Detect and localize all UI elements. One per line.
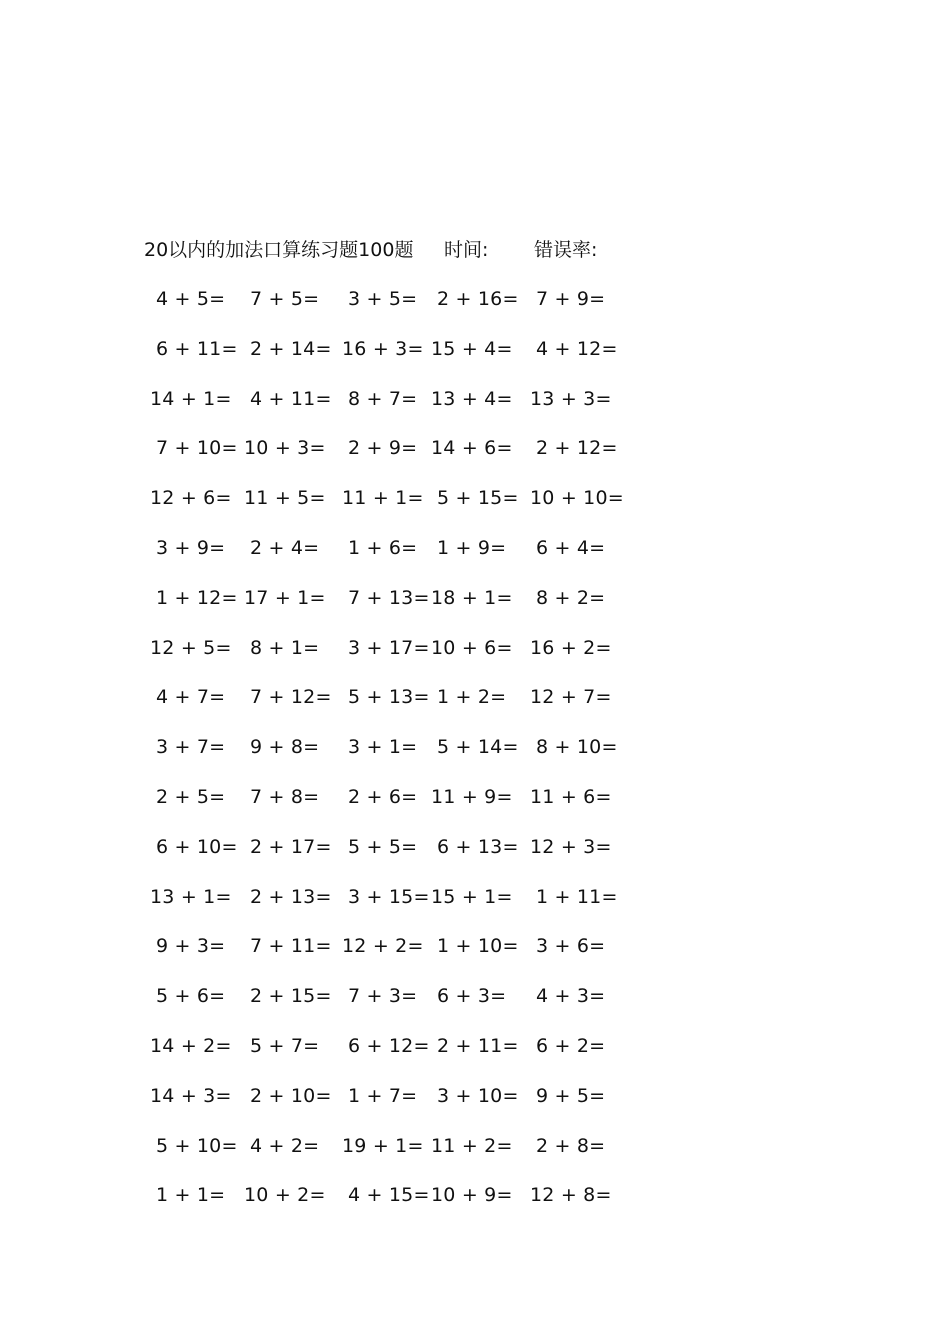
problem-cell: 4 + 7= xyxy=(156,686,226,709)
problem-cell: 12 + 2= xyxy=(342,935,424,958)
problem-cell: 8 + 2= xyxy=(536,586,606,609)
problem-cell: 16 + 3= xyxy=(342,337,424,360)
problem-cell: 1 + 7= xyxy=(348,1084,418,1107)
problem-row xyxy=(0,981,950,1031)
problem-cell: 12 + 8= xyxy=(530,1184,612,1207)
problem-cell: 14 + 2= xyxy=(150,1034,232,1057)
problem-cell: 5 + 6= xyxy=(156,985,226,1008)
problem-cell: 3 + 6= xyxy=(536,935,606,958)
problem-row xyxy=(0,931,950,981)
problem-cell: 9 + 8= xyxy=(250,736,320,759)
problem-row xyxy=(0,1131,950,1181)
problem-row xyxy=(0,284,950,334)
problem-cell: 2 + 9= xyxy=(348,437,418,460)
problem-cell: 10 + 6= xyxy=(431,636,513,659)
problem-cell: 10 + 10= xyxy=(530,487,624,510)
problem-cell: 2 + 16= xyxy=(437,288,519,310)
problem-row xyxy=(0,832,950,882)
problem-cell: 13 + 3= xyxy=(530,387,612,410)
problem-cell: 10 + 2= xyxy=(244,1184,326,1207)
problem-cell: 3 + 7= xyxy=(156,736,226,759)
problem-cell: 12 + 5= xyxy=(150,636,232,659)
problem-cell: 2 + 15= xyxy=(250,985,332,1008)
problem-cell: 6 + 13= xyxy=(437,835,519,858)
problem-cell: 14 + 1= xyxy=(150,387,232,410)
problem-cell: 2 + 11= xyxy=(437,1034,519,1057)
problem-cell: 1 + 6= xyxy=(348,536,418,559)
problem-cell: 11 + 2= xyxy=(431,1134,513,1157)
problem-row xyxy=(0,334,950,384)
problem-cell: 16 + 2= xyxy=(530,636,612,659)
problem-cell: 7 + 5= xyxy=(250,288,320,310)
problem-row xyxy=(0,483,950,533)
problem-cell: 7 + 8= xyxy=(250,785,320,808)
problem-cell: 3 + 9= xyxy=(156,536,226,559)
problem-cell: 2 + 10= xyxy=(250,1084,332,1107)
problem-cell: 1 + 10= xyxy=(437,935,519,958)
problem-cell: 3 + 1= xyxy=(348,736,418,759)
problem-cell: 11 + 6= xyxy=(530,785,612,808)
problem-cell: 8 + 7= xyxy=(348,387,418,410)
problem-cell: 12 + 3= xyxy=(530,835,612,858)
problem-cell: 17 + 1= xyxy=(244,586,326,609)
problem-cell: 5 + 10= xyxy=(156,1134,238,1157)
problem-cell: 10 + 9= xyxy=(431,1184,513,1207)
problem-cell: 13 + 1= xyxy=(150,885,232,908)
problem-cell: 11 + 9= xyxy=(431,785,513,808)
problem-cell: 12 + 6= xyxy=(150,487,232,510)
problem-cell: 9 + 5= xyxy=(536,1084,606,1107)
worksheet-title: 20以内的加法口算练习题100题 xyxy=(144,239,414,261)
problem-row xyxy=(0,583,950,633)
problem-cell: 2 + 6= xyxy=(348,785,418,808)
problem-cell: 7 + 3= xyxy=(348,985,418,1008)
problem-cell: 7 + 13= xyxy=(348,586,430,609)
problem-cell: 6 + 10= xyxy=(156,835,238,858)
problem-cell: 2 + 13= xyxy=(250,885,332,908)
problem-row xyxy=(0,1031,950,1081)
problem-cell: 14 + 6= xyxy=(431,437,513,460)
problem-cell: 3 + 15= xyxy=(348,885,430,908)
problem-row xyxy=(0,882,950,932)
problem-cell: 4 + 12= xyxy=(536,337,618,360)
problem-row xyxy=(0,384,950,434)
problem-cell: 1 + 1= xyxy=(156,1184,226,1207)
problem-cell: 6 + 2= xyxy=(536,1034,606,1057)
problem-cell: 1 + 2= xyxy=(437,686,507,709)
problem-cell: 5 + 7= xyxy=(250,1034,320,1057)
problem-cell: 19 + 1= xyxy=(342,1134,424,1157)
problem-cell: 15 + 4= xyxy=(431,337,513,360)
problem-cell: 10 + 3= xyxy=(244,437,326,460)
time-label: 时间: xyxy=(444,239,489,261)
problem-cell: 3 + 17= xyxy=(348,636,430,659)
problem-row xyxy=(0,682,950,732)
problem-cell: 2 + 12= xyxy=(536,437,618,460)
problem-cell: 4 + 15= xyxy=(348,1184,430,1207)
problem-cell: 1 + 12= xyxy=(156,586,238,609)
problem-cell: 5 + 5= xyxy=(348,835,418,858)
error-rate-label: 错误率: xyxy=(534,239,598,261)
problem-cell: 8 + 10= xyxy=(536,736,618,759)
problem-cell: 2 + 4= xyxy=(250,536,320,559)
problem-row xyxy=(0,533,950,583)
problem-cell: 7 + 9= xyxy=(536,288,606,310)
problem-cell: 6 + 12= xyxy=(348,1034,430,1057)
problem-cell: 2 + 14= xyxy=(250,337,332,360)
problem-row xyxy=(0,732,950,782)
problem-cell: 7 + 12= xyxy=(250,686,332,709)
problem-cell: 4 + 3= xyxy=(536,985,606,1008)
problem-cell: 15 + 1= xyxy=(431,885,513,908)
problem-cell: 5 + 14= xyxy=(437,736,519,759)
problem-cell: 18 + 1= xyxy=(431,586,513,609)
problem-cell: 11 + 5= xyxy=(244,487,326,510)
problem-cell: 6 + 11= xyxy=(156,337,238,360)
problem-cell: 14 + 3= xyxy=(150,1084,232,1107)
problem-cell: 7 + 11= xyxy=(250,935,332,958)
problem-cell: 8 + 1= xyxy=(250,636,320,659)
problem-row xyxy=(0,1180,950,1230)
problem-cell: 1 + 11= xyxy=(536,885,618,908)
problem-cell: 13 + 4= xyxy=(431,387,513,410)
problem-cell: 6 + 3= xyxy=(437,985,507,1008)
problem-cell: 3 + 10= xyxy=(437,1084,519,1107)
problem-cell: 4 + 11= xyxy=(250,387,332,410)
problem-row xyxy=(0,1081,950,1131)
problem-row xyxy=(0,633,950,683)
problem-cell: 3 + 5= xyxy=(348,288,418,310)
problem-row xyxy=(0,433,950,483)
problem-cell: 2 + 8= xyxy=(536,1134,606,1157)
problem-grid xyxy=(0,284,950,1230)
problem-cell: 12 + 7= xyxy=(530,686,612,709)
problem-cell: 1 + 9= xyxy=(437,536,507,559)
problem-cell: 5 + 13= xyxy=(348,686,430,709)
problem-row xyxy=(0,782,950,832)
problem-cell: 2 + 17= xyxy=(250,835,332,858)
problem-cell: 6 + 4= xyxy=(536,536,606,559)
problem-cell: 11 + 1= xyxy=(342,487,424,510)
problem-cell: 4 + 2= xyxy=(250,1134,320,1157)
problem-cell: 2 + 5= xyxy=(156,785,226,808)
problem-cell: 9 + 3= xyxy=(156,935,226,958)
problem-cell: 7 + 10= xyxy=(156,437,238,460)
problem-cell: 4 + 5= xyxy=(156,288,226,310)
problem-cell: 5 + 15= xyxy=(437,487,519,510)
